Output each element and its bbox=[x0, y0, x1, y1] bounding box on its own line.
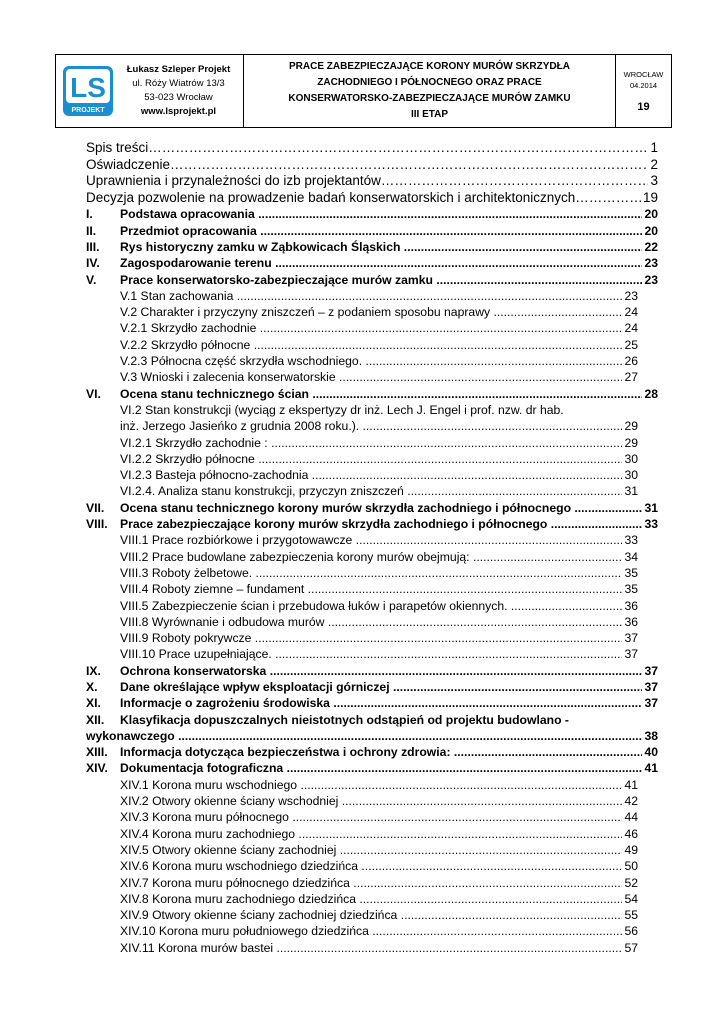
project-title-line-4: III ETAP bbox=[410, 109, 449, 120]
toc-subsection: VIII.5 Zabezpieczenie ścian i przebudowa łuków i parapetów okiennych. ..... 36 bbox=[86, 598, 658, 614]
toc-subsection: VIII.1 Prace rozbiórkowe i przygotowawcze ..... 33 bbox=[86, 532, 658, 548]
date-page-block bbox=[616, 55, 671, 127]
toc-intro-item: Oświadczenie …………………………………………………………………………………………………………………………………………………………………………………………………… 2 bbox=[86, 157, 658, 174]
toc-section: IV. Zagospodarowanie terenu ..... 23 bbox=[86, 255, 658, 271]
toc-subsection: VI.2.3 Basteja północno-zachodnia ..... 30 bbox=[86, 467, 658, 483]
toc-section: III. Rys historyczny zamku w Ząbkowicach Śląskich ..... 22 bbox=[86, 239, 658, 255]
toc-section: VIII. Prace zabezpieczające korony murów skrzydła zachodniego i północnego ..... 33 bbox=[86, 516, 658, 532]
toc-subsection: XIV.8 Korona muru zachodniego dziedzińca ..... 54 bbox=[86, 891, 658, 907]
company-postal: 53-023 Wrocław bbox=[144, 92, 213, 103]
toc-subsection: VI.2.2 Skrzydło północne ..... 30 bbox=[86, 451, 658, 467]
toc-subsection: V.1 Stan zachowania ..... 23 bbox=[86, 288, 658, 304]
toc-subsection: XIV.10 Korona muru południowego dziedzińca ..... 56 bbox=[86, 923, 658, 939]
page-number: 19 bbox=[637, 101, 650, 113]
toc-subsection: VIII.3 Roboty żelbetowe. ..... 35 bbox=[86, 565, 658, 581]
toc-subsection: V.2.1 Skrzydło zachodnie ..... 24 bbox=[86, 320, 658, 336]
project-title-line-3: KONSERWATORSKO-ZABEZPIECZAJĄCE MURÓW ZAMKU bbox=[288, 93, 571, 104]
toc-section: XII. Klasyfikacja dopuszczalnych nieistotnych odstąpień od projektu budowlano - wykonawczego ..... 38 bbox=[86, 712, 658, 745]
toc-subsection: XIV.2 Otwory okienne ściany wschodniej ..... 42 bbox=[86, 793, 658, 809]
toc-section: VII. Ocena stanu technicznego korony murów skrzydła zachodniego i północnego ..... 31 bbox=[86, 500, 658, 516]
toc-subsection: VIII.9 Roboty pokrywcze ..... 37 bbox=[86, 630, 658, 646]
toc-subsection: XIV.1 Korona muru wschodniego ..... 41 bbox=[86, 777, 658, 793]
svg-text:LS: LS bbox=[70, 72, 106, 103]
toc-subsection: VIII.4 Roboty ziemne – fundament ..... 35 bbox=[86, 581, 658, 597]
toc-section: I. Podstawa opracowania ..... 20 bbox=[86, 206, 658, 222]
project-title-line-1: PRACE ZABEZPIECZAJĄCE KORONY MURÓW SKRZYDŁA bbox=[289, 61, 570, 72]
toc-subsection: VI.2 Stan konstrukcji (wyciąg z ekspertyzy dr inż. Lech J. Engel i prof. nzw. dr hab. inż. Jerzego Jasieńko z grudnia 2008 roku.). ..... 29 bbox=[86, 402, 658, 435]
toc-subsection: XIV.6 Korona muru wschodniego dziedzińca ..... 50 bbox=[86, 858, 658, 874]
table-of-contents bbox=[86, 140, 658, 956]
toc-subsection: V.2 Charakter i przyczyny zniszczeń – z podaniem sposobu naprawy ..... 24 bbox=[86, 304, 658, 320]
city: WROCŁAW bbox=[623, 70, 664, 79]
toc-section: VI. Ocena stanu technicznego ścian ..... 28 bbox=[86, 386, 658, 402]
toc-subsection: VIII.8 Wyrównanie i odbudowa murów ..... 36 bbox=[86, 614, 658, 630]
toc-subsection: VIII.2 Prace budowlane zabezpieczenia korony murów obejmują: ..... 34 bbox=[86, 549, 658, 565]
toc-subsection: XIV.7 Korona muru północnego dziedzińca ..... 52 bbox=[86, 875, 658, 891]
ls-projekt-logo bbox=[62, 65, 114, 117]
toc-subsection: XIV.11 Korona murów bastei ..... 57 bbox=[86, 940, 658, 956]
toc-section: XI. Informacje o zagrożeniu środowiska ..... 37 bbox=[86, 695, 658, 711]
date: 04.2014 bbox=[629, 81, 658, 90]
company-name: Łukasz Szleper Projekt bbox=[126, 64, 231, 75]
company-street: ul. Róży Wiatrów 13/3 bbox=[132, 78, 225, 89]
toc-intro-item: Uprawnienia i przynależności do izb projektantów …………………………………………………………………………………………………………………………………………………………………………………………………… 3 bbox=[86, 173, 658, 190]
toc-subsection: V.2.3 Północna część skrzydła wschodniego. ..... 26 bbox=[86, 353, 658, 369]
company-block bbox=[56, 55, 244, 127]
toc-subsection: VI.2.4. Analiza stanu konstrukcji, przyczyn zniszczeń ..... 31 bbox=[86, 483, 658, 499]
toc-intro-item: Decyzja pozwolenie na prowadzenie badań konserwatorskich i architektonicznych …………………………………………………………………………………………………………………………………………………………………………………………………… 19 bbox=[86, 190, 658, 207]
toc-section: XIV. Dokumentacja fotograficzna ..... 41 bbox=[86, 760, 658, 776]
project-title-line-2: ZACHODNIEGO I PÓŁNOCNEGO ORAZ PRACE bbox=[317, 77, 542, 88]
toc-intro-item: Spis treści …………………………………………………………………………………………………………………………………………………………………………………………………… 1 bbox=[86, 140, 658, 157]
toc-section: X. Dane określające wpływ eksploatacji górniczej ..... 37 bbox=[86, 679, 658, 695]
toc-section: XIII. Informacja dotycząca bezpieczeństwa i ochrony zdrowia: ..... 40 bbox=[86, 744, 658, 760]
toc-subsection: VI.2.1 Skrzydło zachodnie : ..... 29 bbox=[86, 435, 658, 451]
toc-subsection: XIV.4 Korona muru zachodniego ..... 46 bbox=[86, 826, 658, 842]
toc-subsection: XIV.3 Korona muru północnego ..... 44 bbox=[86, 809, 658, 825]
toc-subsection: XIV.5 Otwory okienne ściany zachodniej ..... 49 bbox=[86, 842, 658, 858]
toc-section: II. Przedmiot opracowania ..... 20 bbox=[86, 223, 658, 239]
company-website: www.lsprojekt.pl bbox=[140, 106, 217, 117]
toc-subsection: V.2.2 Skrzydło północne ..... 25 bbox=[86, 337, 658, 353]
document-header bbox=[55, 54, 672, 128]
svg-text:PROJEKT: PROJEKT bbox=[71, 107, 105, 114]
toc-subsection: XIV.9 Otwory okienne ściany zachodniej dziedzińca ..... 55 bbox=[86, 907, 658, 923]
toc-subsection: V.3 Wnioski i zalecenia konserwatorskie ..... 27 bbox=[86, 369, 658, 385]
toc-section: V. Prace konserwatorsko-zabezpieczające murów zamku ..... 23 bbox=[86, 272, 658, 288]
toc-section: IX. Ochrona konserwatorska ..... 37 bbox=[86, 663, 658, 679]
toc-subsection: VIII.10 Prace uzupełniające. ..... 37 bbox=[86, 646, 658, 662]
project-title-block bbox=[244, 55, 616, 127]
